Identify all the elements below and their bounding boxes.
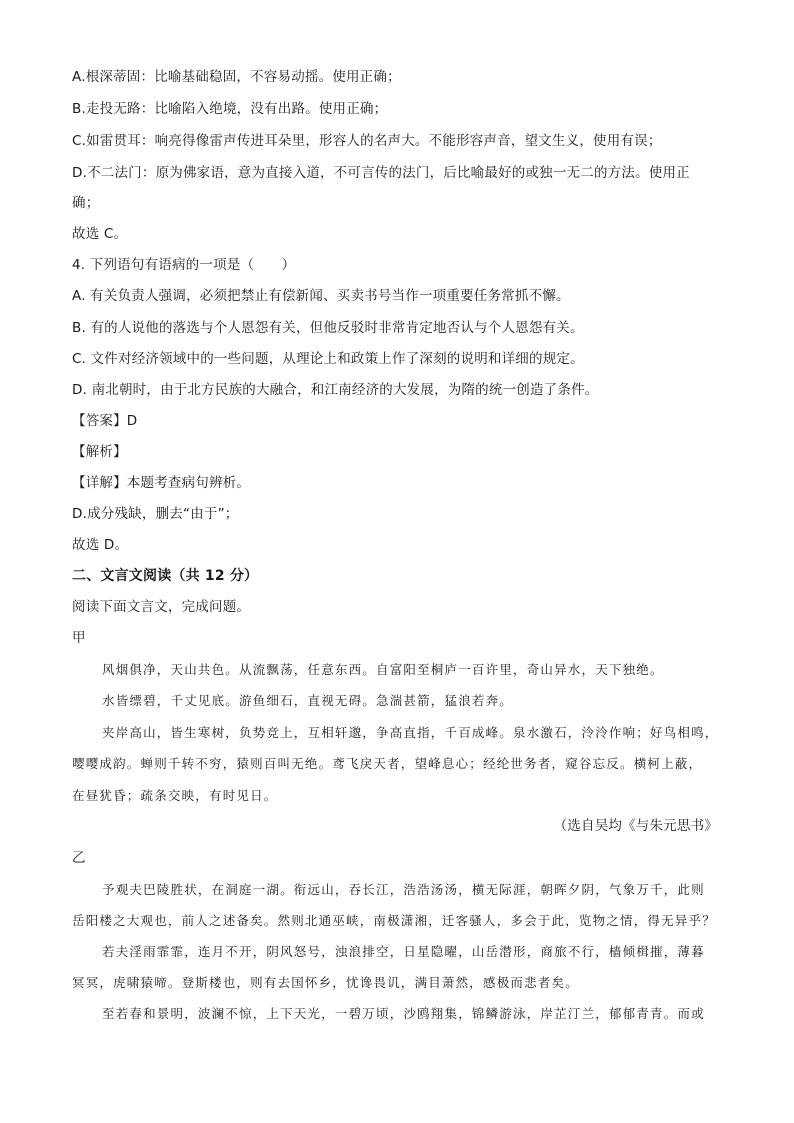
passage-b-line: 予观夫巴陵胜状，在洞庭一湖。衔远山，吞长江，浩浩汤汤，横无际涯，朝晖夕阴，气象万千，此则: [102, 882, 705, 897]
passage-a-line: 夹岸高山，皆生寒树，负势竞上，互相轩邈，争高直指，千百成峰。泉水激石，泠泠作响；好鸟相鸣，: [102, 725, 719, 740]
passage-b-line: 至若春和景明，波澜不惊，上下天光，一碧万顷，沙鸥翔集，锦鳞游泳，岸芷汀兰，郁郁青青。而或: [102, 1006, 705, 1021]
reading-instruction: 阅读下面文言文，完成问题。: [72, 599, 251, 615]
passage-a-line: 风烟俱净，天山共色。从流飘荡，任意东西。自富阳至桐庐一百许里，奇山异水，天下独绝。: [102, 662, 664, 677]
answer-choice-d: 故选 D。: [72, 537, 129, 553]
passage-a-line: 嘤嘤成韵。蝉则千转不穷，猿则百叫无绝。鸢飞戾天者，望峰息心；经纶世务者，窥谷忘反。横柯上蔽，: [72, 756, 703, 771]
question-4-option-a: A. 有关负责人强调，必须把禁止有偿新闻、买卖书号当作一项重要任务常抓不懈。: [72, 288, 570, 304]
passage-a-source: （选自吴均《与朱元思书》: [553, 818, 718, 834]
option-a-explanation: A.根深蒂固：比喻基础稳固，不容易动摇。使用正确；: [72, 69, 401, 85]
analysis-label: 【解析】: [72, 444, 127, 460]
detail-explanation: D.成分残缺，删去“由于”；: [72, 506, 239, 522]
option-c-explanation: C.如雷贯耳：响亮得像雷声传进耳朵里，形容人的名声大。不能形容声音，望文生义，使用有误；: [72, 133, 662, 149]
question-4-option-d: D. 南北朝时，由于北方民族的大融合，和江南经济的大发展，为隋的统一创造了条件。: [72, 382, 599, 398]
passage-a-line: 水皆缥碧，千丈见底。游鱼细石，直视无碍。急湍甚箭，猛浪若奔。: [102, 693, 514, 708]
question-4-stem: 4. 下列语句有语病的一项是（ ）: [72, 257, 296, 273]
passage-a-line: 在昼犹昏；疏条交映，有时见日。: [72, 788, 278, 803]
answer-label: 【答案】D: [72, 413, 138, 429]
answer-choice-c: 故选 C。: [72, 226, 128, 242]
passage-b-label: 乙: [72, 850, 86, 866]
passage-b-line: 冥冥，虎啸猿啼。登斯楼也，则有去国怀乡，忧谗畏讥，满目萧然，感极而悲者矣。: [72, 975, 579, 990]
section-heading: 二、文言文阅读（共 12 分）: [72, 568, 259, 584]
passage-b-line: 若夫淫雨霏霏，连月不开，阴风怒号，浊浪排空，日星隐曜，山岳潜形，商旅不行，樯倾楫摧，薄暮: [102, 944, 705, 959]
option-d-explanation-cont: 确；: [72, 195, 100, 211]
detail-label: 【详解】本题考查病句辨析。: [72, 475, 251, 491]
option-b-explanation: B.走投无路：比喻陷入绝境，没有出路。使用正确；: [72, 101, 388, 117]
question-4-option-b: B. 有的人说他的落选与个人恩怨有关，但他反驳时非常肯定地否认与个人恩怨有关。: [72, 320, 584, 336]
passage-b-line: 岳阳楼之大观也，前人之述备矣。然则北通巫峡，南极潇湘，迁客骚人，多会于此，览物之情，得无异乎？: [72, 913, 716, 928]
passage-a-label: 甲: [72, 630, 86, 646]
question-4-option-c: C. 文件对经济领域中的一些问题，从理论上和政策上作了深刻的说明和详细的规定。: [72, 351, 584, 367]
option-d-explanation: D.不二法门：原为佛家语，意为直接入道，不可言传的法门，后比喻最好的或独一无二的方法。使用正: [72, 165, 690, 181]
